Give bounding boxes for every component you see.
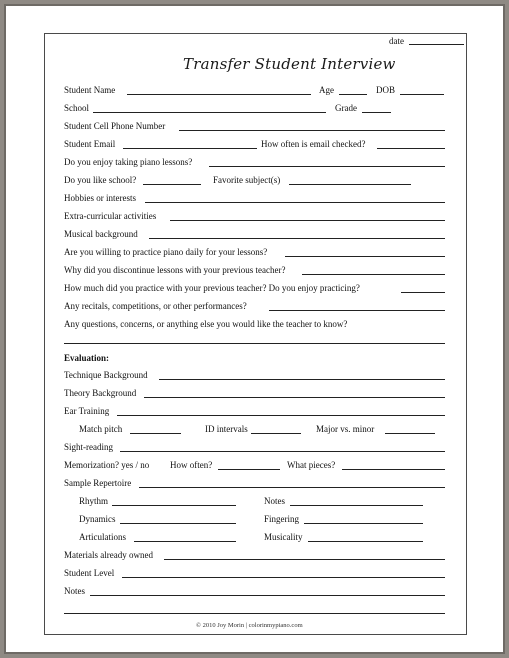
theory-label: Theory Background bbox=[64, 388, 137, 398]
technique-label: Technique Background bbox=[64, 370, 148, 380]
date-label: date bbox=[389, 36, 404, 46]
email-label: Student Email bbox=[64, 139, 116, 149]
enjoy-piano-label: Do you enjoy taking piano lessons? bbox=[64, 157, 193, 167]
id-intervals-label: ID intervals bbox=[205, 424, 248, 434]
sample-repertoire-field[interactable] bbox=[139, 487, 445, 488]
major-minor-label: Major vs. minor bbox=[316, 424, 375, 434]
questions-label: Any questions, concerns, or anything else you would like the teacher to know? bbox=[64, 319, 348, 329]
document-frame bbox=[4, 4, 505, 654]
email-field[interactable] bbox=[123, 148, 257, 149]
notes-extra-line[interactable] bbox=[64, 613, 445, 614]
willing-practice-label: Are you willing to practice piano daily for your lessons? bbox=[64, 247, 268, 257]
sight-reading-field[interactable] bbox=[120, 451, 445, 452]
email-checked-label: How often is email checked? bbox=[261, 139, 366, 149]
email-checked-field[interactable] bbox=[377, 148, 445, 149]
rhythm-label: Rhythm bbox=[79, 496, 109, 506]
student-name-field[interactable] bbox=[127, 94, 311, 95]
copyright-footer: © 2010 Joy Morin | colorinmypiano.com bbox=[196, 622, 303, 629]
hobbies-label: Hobbies or interests bbox=[64, 193, 136, 203]
technique-field[interactable] bbox=[159, 379, 445, 380]
cell-phone-field[interactable] bbox=[179, 130, 445, 131]
date-field[interactable] bbox=[409, 44, 464, 45]
musicality-label: Musicality bbox=[264, 532, 303, 542]
musical-background-field[interactable] bbox=[149, 238, 445, 239]
dob-field[interactable] bbox=[400, 94, 444, 95]
recitals-field[interactable] bbox=[269, 310, 445, 311]
favorite-subjects-field[interactable] bbox=[289, 184, 411, 185]
notes-sub-label: Notes bbox=[264, 496, 285, 506]
notes-sub-field[interactable] bbox=[290, 505, 423, 506]
musicality-field[interactable] bbox=[308, 541, 423, 542]
extracurricular-label: Extra-curricular activities bbox=[64, 211, 157, 221]
dynamics-label: Dynamics bbox=[79, 514, 116, 524]
materials-owned-label: Materials already owned bbox=[64, 550, 153, 560]
match-pitch-field[interactable] bbox=[130, 433, 181, 434]
how-often-field[interactable] bbox=[218, 469, 280, 470]
how-often-label: How often? bbox=[170, 460, 213, 470]
why-discontinue-field[interactable] bbox=[302, 274, 445, 275]
ear-training-label: Ear Training bbox=[64, 406, 110, 416]
school-field[interactable] bbox=[93, 112, 326, 113]
match-pitch-label: Match pitch bbox=[79, 424, 123, 434]
articulations-field[interactable] bbox=[134, 541, 236, 542]
like-school-field[interactable] bbox=[143, 184, 201, 185]
theory-field[interactable] bbox=[144, 397, 445, 398]
evaluation-heading: Evaluation: bbox=[64, 353, 110, 363]
rhythm-field[interactable] bbox=[112, 505, 236, 506]
musical-background-label: Musical background bbox=[64, 229, 138, 239]
hobbies-field[interactable] bbox=[145, 202, 445, 203]
recitals-label: Any recitals, competitions, or other performances? bbox=[64, 301, 247, 311]
ear-training-field[interactable] bbox=[117, 415, 445, 416]
student-level-field[interactable] bbox=[122, 577, 445, 578]
like-school-label: Do you like school? bbox=[64, 175, 137, 185]
dob-label: DOB bbox=[376, 85, 396, 95]
grade-label: Grade bbox=[335, 103, 357, 113]
articulations-label: Articulations bbox=[79, 532, 126, 542]
materials-owned-field[interactable] bbox=[164, 559, 445, 560]
sample-repertoire-label: Sample Repertoire bbox=[64, 478, 132, 488]
notes-label: Notes bbox=[64, 586, 85, 596]
why-discontinue-label: Why did you discontinue lessons with your previous teacher? bbox=[64, 265, 286, 275]
cell-phone-label: Student Cell Phone Number bbox=[64, 121, 166, 131]
fingering-field[interactable] bbox=[304, 523, 423, 524]
what-pieces-field[interactable] bbox=[342, 469, 445, 470]
major-minor-field[interactable] bbox=[385, 433, 435, 434]
student-level-label: Student Level bbox=[64, 568, 115, 578]
sight-reading-label: Sight-reading bbox=[64, 442, 113, 452]
grade-field[interactable] bbox=[362, 112, 391, 113]
willing-practice-field[interactable] bbox=[285, 256, 445, 257]
age-label: Age bbox=[319, 85, 334, 95]
student-name-label: Student Name bbox=[64, 85, 116, 95]
age-field[interactable] bbox=[339, 94, 367, 95]
questions-field[interactable] bbox=[64, 343, 445, 344]
extracurricular-field[interactable] bbox=[170, 220, 445, 221]
practice-amount-label: How much did you practice with your previous teacher? Do you enjoy practicing? bbox=[64, 283, 360, 293]
memorization-label: Memorization? yes / no bbox=[64, 460, 150, 470]
dynamics-field[interactable] bbox=[120, 523, 236, 524]
favorite-subjects-label: Favorite subject(s) bbox=[213, 175, 281, 185]
school-label: School bbox=[64, 103, 90, 113]
id-intervals-field[interactable] bbox=[251, 433, 301, 434]
practice-amount-field[interactable] bbox=[401, 292, 445, 293]
enjoy-piano-field[interactable] bbox=[209, 166, 445, 167]
page-title: Transfer Student Interview bbox=[183, 55, 396, 73]
fingering-label: Fingering bbox=[264, 514, 299, 524]
document-page bbox=[6, 6, 503, 652]
what-pieces-label: What pieces? bbox=[287, 460, 336, 470]
notes-field[interactable] bbox=[90, 595, 445, 596]
